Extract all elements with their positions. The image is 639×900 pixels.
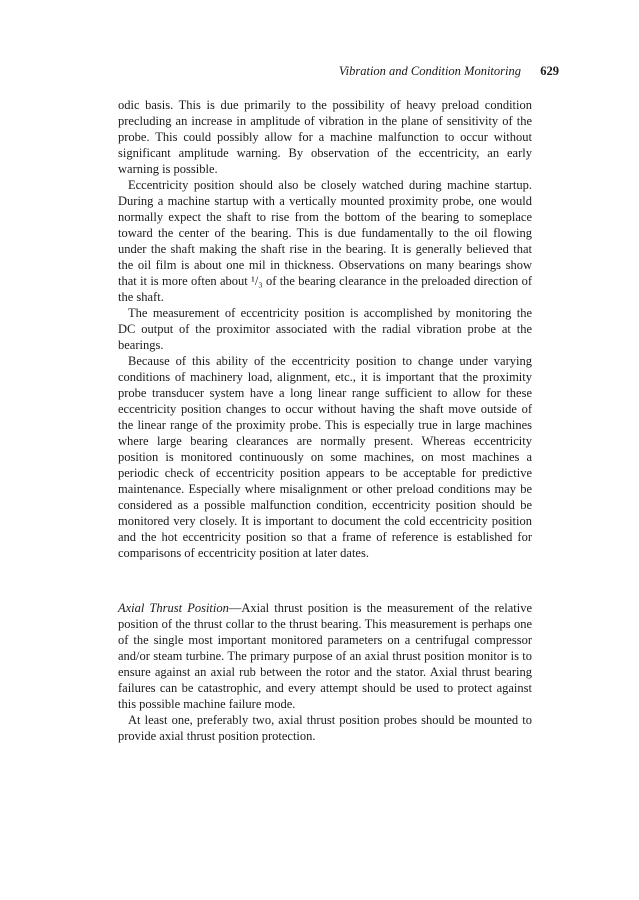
page-number: 629 <box>540 64 559 78</box>
paragraph: Eccentricity position should also be closely watched during machine startup. During a machine startup with a vertically mounted proximity probe, one would normally expect the shaft to rise from the bottom of the bearing to someplace toward the center of the bearing. This is due fundamentally to the oil flowing under the shaft making the shaft rise in the bearing. It is generally believed that the oil film is about one mil in thickness. Observations on many bearings show that it is more often about ¹/₃ of the bearing clearance in the preloaded direction of the shaft. <box>118 178 532 304</box>
paragraph: odic basis. This is due primarily to the possibility of heavy preload condition precluding an increase in amplitude of vibration in the plane of sensitivity of the probe. This could possibly allow for a machine malfunction to occur without significant amplitude warning. By observation of the eccentricity, an early warning is possible. <box>118 98 532 176</box>
paragraph: At least one, preferably two, axial thrust position probes should be mounted to provide axial thrust position protection. <box>118 713 532 743</box>
paragraph: The measurement of eccentricity position is accomplished by monitoring the DC output of the proximitor associated with the radial vibration probe at the bearings. <box>118 306 532 352</box>
section-eccentricity <box>118 97 532 561</box>
section-heading: Axial Thrust Position <box>118 601 229 615</box>
page-header <box>0 64 639 84</box>
paragraph <box>118 600 532 712</box>
section-axial-thrust <box>118 600 532 744</box>
heading-dash: — <box>228 601 242 615</box>
running-head: Vibration and Condition Monitoring <box>338 64 521 78</box>
paragraph: Because of this ability of the eccentricity position to change under varying conditions of machinery load, alignment, etc., it is important that the proximity probe transducer system have a long linear range sufficient to allow for these eccentricity position changes to occur without having the shaft move outside of the linear range of the proximity probe. This is especially true in large machines where large bearing clearances are normally present. Whereas eccentricity position is monitored continuously on some machines, on most machines a periodic check of eccentricity position appears to be acceptable for predictive maintenance. Especially where misalignment or other preload conditions may be considered as a possible malfunction condition, eccentricity position should be monitored very closely. It is important to document the cold eccentricity position and the hot eccentricity position so that a frame of reference is established for comparisons of eccentricity position at later dates. <box>118 354 532 560</box>
paragraph-text: Axial thrust position is the measurement of the relative position of the thrust collar to the thrust bearing. This measurement is perhaps one of the single most important monitored parameters on a centrifugal compressor and/or steam turbine. The primary purpose of an axial thrust position monitor is to ensure against an axial rub between the rotor and the stator. Axial thrust bearing failures can be catastrophic, and every attempt should be used to protect against this possible machine failure mode. <box>118 601 532 711</box>
